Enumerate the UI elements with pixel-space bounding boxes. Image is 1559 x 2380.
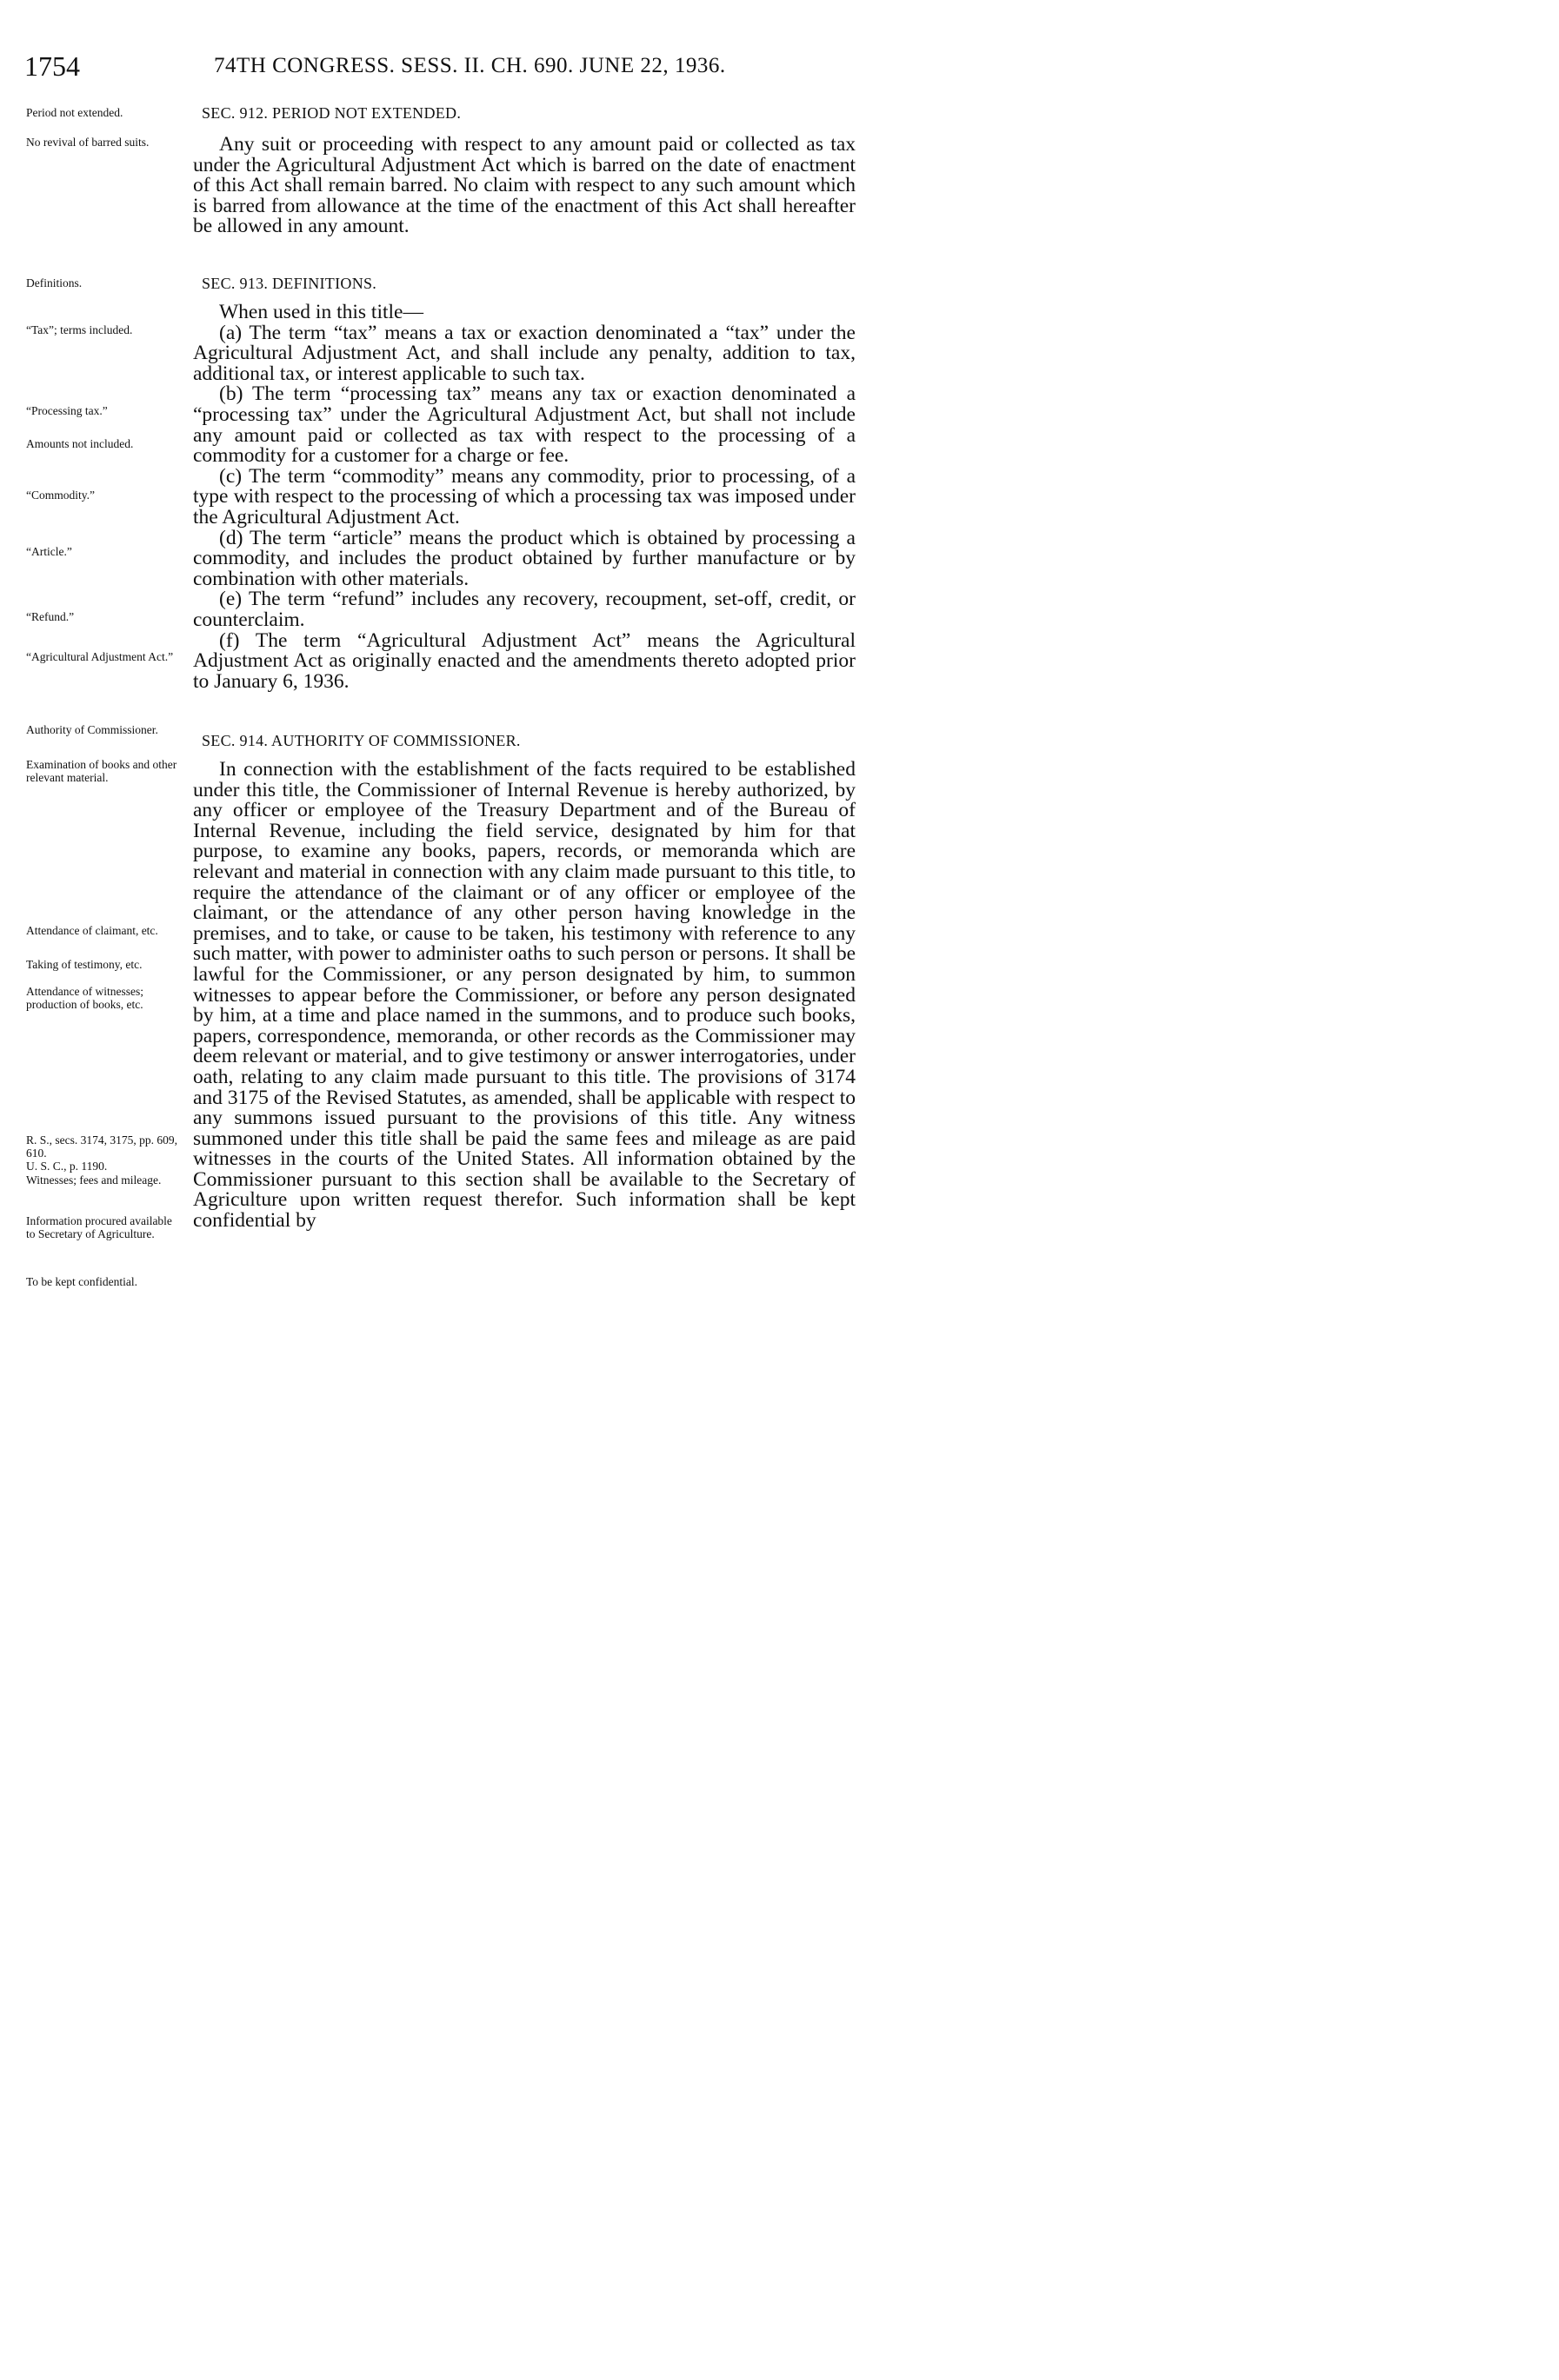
definition-refund: (e) The term “refund” includes any recovery, recoupment, set-off, credit, or counterclaim.	[193, 588, 856, 631]
margin-note-refund: “Refund.”	[26, 610, 75, 623]
margin-note-attendance-of-witnesses: Attendance of witnesses; production of books, etc.	[26, 985, 143, 1011]
sec-913-intro: When used in this title—	[219, 301, 423, 323]
margin-note-period-not-extended: Period not extended.	[26, 106, 123, 119]
page-header	[24, 50, 859, 89]
sec-914-paragraph: In connection with the establishment of the facts required to be established under this title, the Commissioner of Internal Revenue is hereby authorized, by any officer or employee of the Treasury Department and of the Bureau of Internal Revenue, including the field service, designated by him for that purpose, to examine any books, papers, records, or memoranda which are relevant and material in connection with any claim made pursuant to this title, to require the attendance of the claimant or of any officer or employee of the claimant, or the attendance of any other person having knowledge in the premises, and to take, or cause to be taken, his testimony with reference to any such matter, with power to administer oaths to such person or persons. It shall be lawful for the Commissioner, or any person designated by him, to summon witnesses to appear before the Commissioner, or before any person designated by him, at a time and place named in the summons, and to produce such books, papers, correspondence, memoranda, or other records as the Commissioner may deem relevant or material, and to give testimony or answer interrogatories, under oath, relating to any claim made pursuant to this title. The provisions of 3174 and 3175 of the Revised Statutes, as amended, shall be applicable with respect to any summons issued pursuant to the provisions of this title. Any witness summoned under this title shall be paid the same fees and mileage as are paid witnesses in the courts of the United States. All information obtained by the Commissioner pursuant to this section shall be available to the Secretary of Agriculture upon written request therefor. Such information shall be kept confidential by	[193, 758, 856, 1233]
margin-note-attendance-of-claimant: Attendance of claimant, etc.	[26, 924, 158, 937]
statute-page	[0, 0, 890, 1359]
margin-note-amounts-not-included: Amounts not included.	[26, 437, 134, 450]
margin-note-tax-terms: “Tax”; terms included.	[26, 323, 133, 336]
definition-tax: (a) The term “tax” means a tax or exaction denominated a “tax” under the Agricultural Adjustment Act, and shall include any penalty, addition to tax, additional tax, or interest applicable to such tax.	[193, 321, 856, 385]
margin-note-agricultural-adjustment-act: “Agricultural Adjustment Act.”	[26, 650, 174, 663]
definition-article: (d) The term “article” means the product which is obtained by processing a commodity, and includes the product obtained by further manufacture or by combination with other materials.	[193, 526, 856, 590]
sec-914-heading: SEC. 914. AUTHORITY OF COMMISSIONER.	[202, 732, 521, 749]
page-number: 1754	[24, 50, 80, 82]
margin-note-witnesses-fees: Witnesses; fees and mileage.	[26, 1173, 162, 1187]
margin-note-article: “Article.”	[26, 545, 72, 558]
margin-note-revised-statutes: R. S., secs. 3174, 3175, pp. 609, 610.	[26, 1133, 178, 1160]
margin-note-taking-of-testimony: Taking of testimony, etc.	[26, 958, 143, 971]
sec-912-paragraph: Any suit or proceeding with respect to any amount paid or collected as tax under the Agricultural Adjustment Act which is barred on the date of enactment of this Act shall remain barred. No claim with respect to any such amount which is barred from allowance at the time of the enactment of this Act shall hereafter be allowed in any amount.	[193, 133, 856, 238]
margin-note-processing-tax: “Processing tax.”	[26, 404, 108, 417]
margin-note-authority-of-commissioner: Authority of Commissioner.	[26, 723, 158, 736]
sec-913-heading: SEC. 913. DEFINITIONS.	[202, 275, 377, 292]
margin-note-no-revival: No revival of barred suits.	[26, 136, 150, 149]
definition-agricultural-adjustment-act: (f) The term “Agricultural Adjustment Act” means the Agricultural Adjustment Act as originally enacted and the amendments thereto adopted prior to January 6, 1936.	[193, 628, 856, 693]
sec-914-body	[193, 760, 856, 1232]
sec-912-heading: SEC. 912. PERIOD NOT EXTENDED.	[202, 104, 462, 122]
sec-913-body	[193, 302, 856, 692]
sec-912-body	[193, 135, 856, 237]
definition-processing-tax: (b) The term “processing tax” means any tax or exaction denominated a “processing tax” under the Agricultural Adjustment Act, but shall not include any amount paid or collected as tax with respect to the processing of a commodity for a customer for a charge or fee.	[193, 382, 856, 468]
margin-note-commodity: “Commodity.”	[26, 489, 95, 502]
running-head: 74TH CONGRESS. SESS. II. CH. 690. JUNE 22, 1936.	[214, 54, 726, 77]
margin-note-usc: U. S. C., p. 1190.	[26, 1160, 108, 1173]
margin-note-examination-of-books: Examination of books and other relevant material.	[26, 758, 177, 784]
margin-note-information-procured: Information procured available to Secretary of Agriculture.	[26, 1214, 172, 1240]
definition-commodity: (c) The term “commodity” means any commodity, prior to processing, of a type with respect to the processing of which a processing tax was imposed under the Agricultural Adjustment Act.	[193, 464, 856, 529]
margin-note-confidential: To be kept confidential.	[26, 1275, 138, 1288]
margin-note-definitions: Definitions.	[26, 276, 83, 289]
